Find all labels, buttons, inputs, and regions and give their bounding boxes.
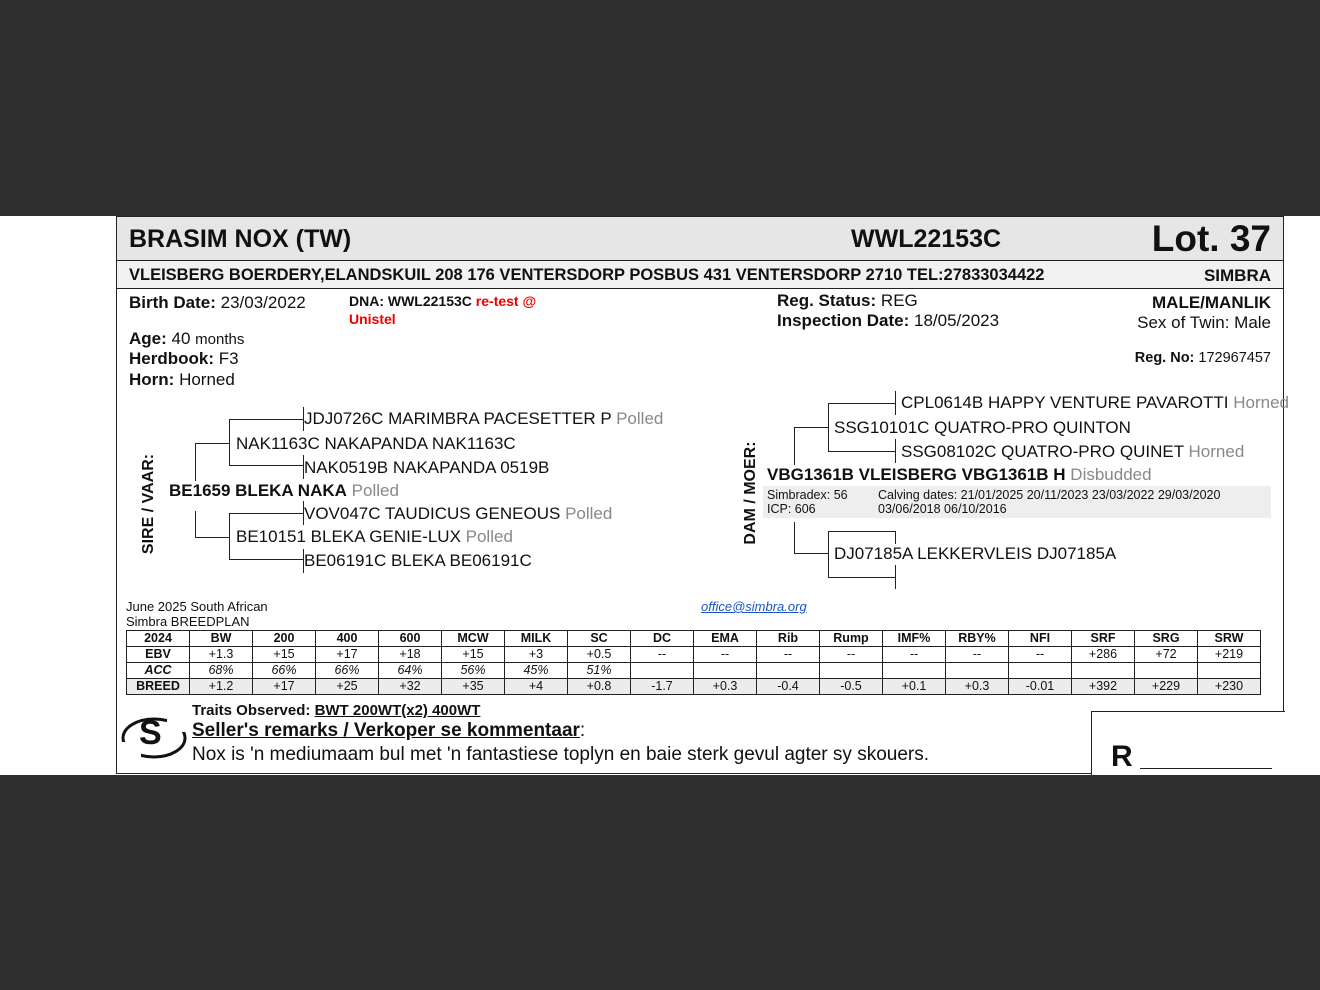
dam (767, 465, 1152, 485)
reg-status (777, 291, 918, 311)
price-input-line[interactable] (1140, 768, 1272, 769)
ebv-cell: +1.3 (190, 647, 253, 663)
ebv-row-breed (127, 679, 1261, 695)
ebv-cell: NFI (1009, 631, 1072, 647)
ebv-cell: +32 (379, 679, 442, 695)
dam-horn: Disbudded (1070, 465, 1152, 484)
ebv-cell: 56% (442, 663, 505, 679)
ebv-cell: +1.2 (190, 679, 253, 695)
sire-dam-dam: BE06191C BLEKA BE06191C (304, 551, 532, 570)
sire-sire-sire-horn: Polled (616, 409, 664, 428)
dam-sire-dam-name: SSG08102C QUATRO-PRO QUINET (901, 442, 1184, 461)
birth-date-label: Birth Date: (129, 293, 216, 312)
sire-dam (236, 527, 513, 547)
ebv-row-hdr (127, 631, 1261, 647)
dam-info-box (763, 486, 1271, 518)
ebv-cell: RBY% (946, 631, 1009, 647)
ebv-cell: MILK (505, 631, 568, 647)
sire-horn: Polled (351, 481, 399, 500)
ebv-cell: -0.4 (757, 679, 820, 695)
ebv-cell: -- (883, 647, 946, 663)
ebv-cell: +4 (505, 679, 568, 695)
ebv-cell (757, 663, 820, 679)
ebv-cell: SRF (1072, 631, 1135, 647)
sire-sire: NAK1163C NAKAPANDA NAK1163C (236, 434, 516, 453)
ebv-cell: +72 (1135, 647, 1198, 663)
ebv-cell: BW (190, 631, 253, 647)
ebv-cell: 200 (253, 631, 316, 647)
ebv-cell: +35 (442, 679, 505, 695)
simbradex: Simbradex: 56 (767, 488, 848, 502)
ebv-cell: +3 (505, 647, 568, 663)
ebv-cell (1009, 663, 1072, 679)
ebv-cell (694, 663, 757, 679)
birth-date-value: 23/03/2022 (220, 293, 306, 312)
dna-note: re-test @ (475, 293, 537, 309)
ebv-cell: +286 (1072, 647, 1135, 663)
sire-dam-horn: Polled (465, 527, 513, 546)
email-link[interactable]: office@simbra.org (701, 599, 807, 614)
ebv-row-label: ACC (127, 663, 190, 679)
remarks-heading-text: Seller's remarks / Verkoper se kommentaar (192, 720, 580, 741)
ebv-cell: 66% (316, 663, 379, 679)
sire-dam-name: BE10151 BLEKA GENIE-LUX (236, 527, 461, 546)
ebv-cell: -- (1009, 647, 1072, 663)
ebv-cell: +25 (316, 679, 379, 695)
price-prefix: R (1111, 740, 1133, 773)
logo-letter: S (139, 714, 162, 752)
horn-value: Horned (179, 370, 235, 389)
ebv-row-acc (127, 663, 1261, 679)
remarks-text: Nox is 'n mediumaam bul met 'n fantastiese toplyn en baie sterk gevul agter sy skouers. (192, 744, 930, 765)
twin-sex: Sex of Twin: Male (1137, 313, 1271, 332)
sire (169, 481, 399, 501)
ebv-cell (883, 663, 946, 679)
ebv-cell: +392 (1072, 679, 1135, 695)
ebv-cell: -1.7 (631, 679, 694, 695)
ebv-row-ebvrow (127, 647, 1261, 663)
ebv-cell (631, 663, 694, 679)
age-value: 40 (171, 329, 191, 348)
birth-date (129, 293, 306, 313)
herdbook-label: Herdbook: (129, 349, 214, 368)
sire-dam-sire-horn: Polled (565, 504, 613, 523)
ebv-cell: 45% (505, 663, 568, 679)
sire-sire-sire-name: JDJ0726C MARIMBRA PACESETTER P (304, 409, 612, 428)
calving-dates: Calving dates: 21/01/2025 20/11/2023 23/03/2022 29/03/2020 (878, 488, 1221, 502)
sire-sire-sire (304, 409, 663, 429)
reg-number (1135, 350, 1271, 366)
ebv-cell: +17 (316, 647, 379, 663)
ebv-cell (1135, 663, 1198, 679)
ebv-cell (1072, 663, 1135, 679)
ebv-cell: 400 (316, 631, 379, 647)
ebv-cell: +18 (379, 647, 442, 663)
ebv-cell: -- (694, 647, 757, 663)
reg-number-label: Reg. No: (1134, 350, 1195, 366)
sex: MALE/MANLIK (1152, 293, 1271, 312)
ebv-table (126, 630, 1261, 695)
sire-label: SIRE / VAAR: (140, 453, 157, 555)
breeder-info: VLEISBERG BOERDERY,ELANDSKUIL 208 176 VENTERSDORP POSBUS 431 VENTERSDORP 2710 TEL:27833034422 (129, 266, 1045, 284)
reg-number-value: 172967457 (1198, 350, 1271, 366)
ebv-cell: -- (631, 647, 694, 663)
herdbook-value: F3 (218, 349, 239, 368)
ebv-cell: SRG (1135, 631, 1198, 647)
sire-sire-dam: NAK0519B NAKAPANDA 0519B (304, 458, 550, 477)
ebv-cell: EMA (694, 631, 757, 647)
ebv-cell: +0.1 (883, 679, 946, 695)
ebv-cell: +0.3 (946, 679, 1009, 695)
remarks-colon: : (579, 720, 586, 741)
ebv-cell: Rib (757, 631, 820, 647)
ebv-cell: SC (568, 631, 631, 647)
calving-dates-2: 03/06/2018 06/10/2016 (878, 502, 1007, 516)
dam-label: DAM / MOER: (742, 441, 759, 545)
dam-name: VBG1361B VLEISBERG VBG1361B H (767, 465, 1066, 484)
inspection-label: Inspection Date: (777, 311, 910, 330)
ebv-cell: -0.01 (1009, 679, 1072, 695)
ebv-cell: +0.3 (694, 679, 757, 695)
animal-name: BRASIM NOX (TW) (129, 225, 352, 253)
ebv-cell (820, 663, 883, 679)
dam-sire-sire-horn: Horned (1233, 393, 1290, 412)
ebv-cell: 51% (568, 663, 631, 679)
lot-sheet (0, 216, 1320, 775)
ebv-row-label: EBV (127, 647, 190, 663)
ebv-cell: +0.5 (568, 647, 631, 663)
ebv-cell: DC (631, 631, 694, 647)
lot-card (116, 216, 1290, 774)
herdbook (129, 349, 239, 369)
ebv-row-label: BREED (127, 679, 190, 695)
ebv-cell: +219 (1198, 647, 1261, 663)
ebv-cell: 64% (379, 663, 442, 679)
ebv-cell: IMF% (883, 631, 946, 647)
dna-lab: Unistel (349, 311, 396, 327)
dam-sire-sire-name: CPL0614B HAPPY VENTURE PAVAROTTI (901, 393, 1229, 412)
ebv-cell: +0.8 (568, 679, 631, 695)
ebv-cell: +230 (1198, 679, 1261, 695)
ebv-cell: SRW (1198, 631, 1261, 647)
ebv-cell: -- (946, 647, 1009, 663)
ebv-cell: +229 (1135, 679, 1198, 695)
dam-sire-dam-horn: Horned (1188, 442, 1245, 461)
reg-status-value: REG (880, 291, 918, 310)
dna-label (349, 293, 536, 309)
ebv-cell: +15 (253, 647, 316, 663)
ebv-cell: -0.5 (820, 679, 883, 695)
reg-status-label: Reg. Status: (777, 291, 877, 310)
inspection-value: 18/05/2023 (913, 311, 1000, 330)
dam-dam: DJ07185A LEKKERVLEIS DJ07185A (834, 544, 1117, 563)
horn-label: Horn: (129, 370, 175, 389)
icp: ICP: 606 (767, 502, 816, 516)
horn (129, 370, 235, 390)
sire-dam-sire (304, 504, 612, 524)
inspection-date (777, 311, 999, 331)
animal-id: WWL22153C (851, 225, 1002, 253)
dam-sire-dam (901, 442, 1244, 462)
ebv-cell (1198, 663, 1261, 679)
traits-observed (192, 702, 480, 719)
ebv-row-label: 2024 (127, 631, 190, 647)
ebv-cell: +17 (253, 679, 316, 695)
ebv-cell: 68% (190, 663, 253, 679)
ebv-cell: 600 (379, 631, 442, 647)
age-label: Age: (129, 329, 167, 348)
age (129, 329, 244, 349)
ebv-cell: Rump (820, 631, 883, 647)
ebv-caption: June 2025 South African (126, 599, 268, 614)
ebv-cell (946, 663, 1009, 679)
title-band (117, 217, 1283, 261)
remarks-heading (192, 720, 585, 742)
breed-name: SIMBRA (1203, 266, 1271, 285)
simbra-logo (119, 712, 189, 762)
sire-dam-sire-name: VOV047C TAUDICUS GENEOUS (304, 504, 561, 523)
ebv-cell: -- (757, 647, 820, 663)
ebv-cell: -- (820, 647, 883, 663)
ebv-cell: MCW (442, 631, 505, 647)
ebv-cell: 66% (253, 663, 316, 679)
dam-sire-sire (901, 393, 1289, 413)
traits-value: BWT 200WT(x2) 400WT (314, 702, 481, 719)
ebv-caption-2: Simbra BREEDPLAN (126, 614, 250, 629)
dam-sire: SSG10101C QUATRO-PRO QUINTON (834, 418, 1131, 437)
dna-id: DNA: WWL22153C (349, 293, 472, 309)
sire-name: BE1659 BLEKA NAKA (169, 481, 347, 500)
traits-label: Traits Observed: (192, 702, 311, 719)
lot-number: Lot. 37 (1151, 218, 1271, 259)
breeder-band (117, 261, 1283, 289)
ebv-cell: +15 (442, 647, 505, 663)
age-unit: months (195, 331, 245, 348)
price-box (1091, 711, 1285, 775)
